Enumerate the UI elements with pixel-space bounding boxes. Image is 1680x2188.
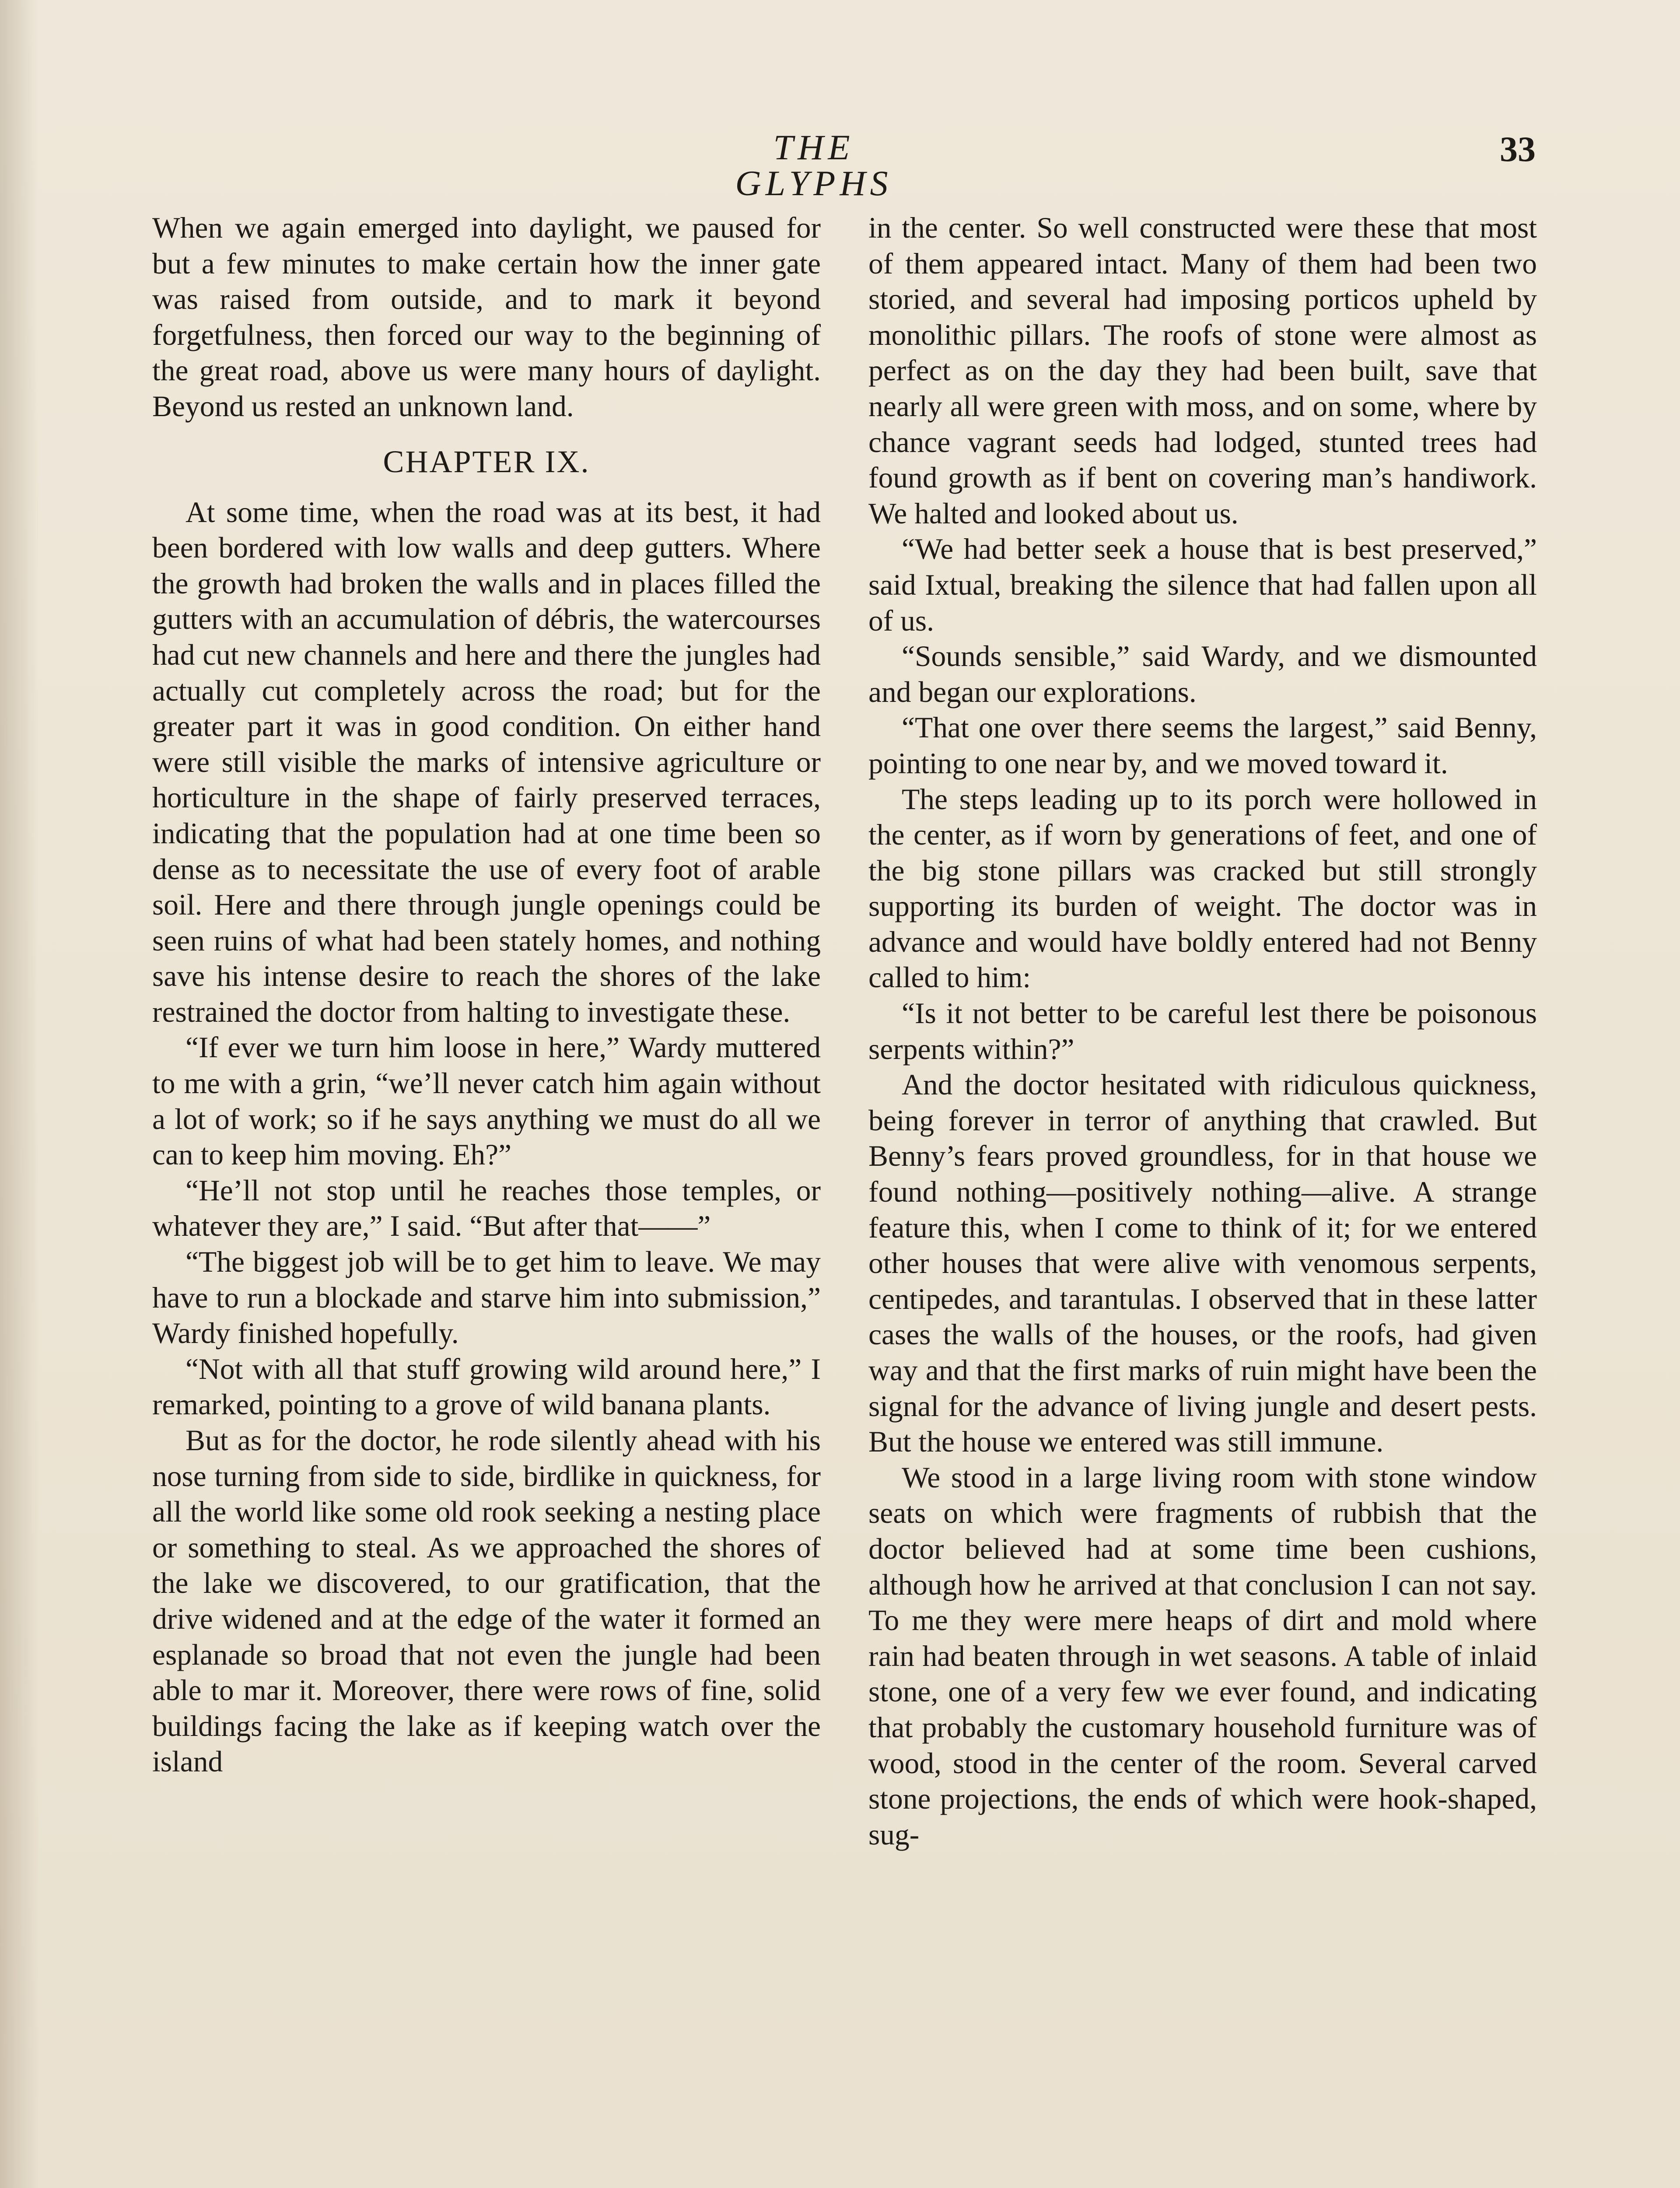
right-text-column [868, 210, 1537, 2188]
paragraph: “That one over there seems the largest,” said Benny, pointing to one near by, and we moved toward it. [868, 711, 1537, 780]
paragraph: We stood in a large living room with stone window seats on which were fragments of rubbish that the doctor believed had at some time been cushions, although how he arrived at that conclusion I can not say. To me they were mere heaps of dirt and mold where rain had beaten through in wet seasons. A table of inlaid stone, one of a very few we ever found, and indicating that probably the customary household furniture was of wood, stood in the center of the room. Several carved stone projections, the ends of which were hook-shaped, sug- [868, 1461, 1537, 1851]
chapter-heading: CHAPTER IX. [383, 444, 590, 479]
paragraph: “Not with all that stuff growing wild around here,” I remarked, pointing to a grove of wild banana plants. [152, 1352, 821, 1421]
page-number: 33 [1500, 129, 1536, 169]
paragraph: At some time, when the road was at its best, it had been bordered with low walls and deep gutters. Where the growth had broken the walls and in places filled the gutters with an accumulation of débris, the watercourses had cut new channels and here and there the jungles had actually cut completely across the road; but for the greater part it was in good condition. On either hand were still visible the marks of intensive agriculture or horticulture in the shape of fairly preserved terraces, indicating that the population had at one time been so dense as to necessitate the use of every foot of arable soil. Here and there through jungle openings could be seen ruins of what had been stately homes, and nothing save his intense desire to reach the shores of the lake restrained the doctor from halting to investigate these. [152, 495, 821, 1028]
paragraph: The steps leading up to its porch were hollowed in the center, as if worn by generations of feet, and one of the big stone pillars was cracked but still strongly supporting its burden of weight. The doctor was in advance and would have boldly entered had not Benny called to him: [868, 782, 1537, 994]
paragraph: “He’ll not stop until he reaches those temples, or whatever they are,” I said. “But after that——” [152, 1174, 821, 1243]
paragraph: But as for the doctor, he rode silently ahead with his nose turning from side to side, birdlike in quickness, for all the world like some old rook seeking a nesting place or something to steal. As we approached the shores of the lake we discovered, to our gratification, that the drive widened and at the edge of the water it formed an esplanade so broad that not even the jungle had been able to mar it. Moreover, there were rows of fine, solid buildings facing the lake as if keeping watch over the island [152, 1424, 821, 1778]
paragraph: “If ever we turn him loose in here,” Wardy muttered to me with a grin, “we’ll never catch him again without a lot of work; so if he says anything we must do all we can to keep him moving. Eh?” [152, 1031, 821, 1171]
paragraph: When we again emerged into daylight, we paused for but a few minutes to make certain how the inner gate was raised from outside, and to mark it beyond forgetfulness, then forced our way to the beginning of the great road, above us were many hours of daylight. Beyond us rested an unknown land. [152, 211, 821, 423]
paragraph: “Sounds sensible,” said Wardy, and we dismounted and began our explorations. [868, 640, 1537, 708]
binding-shadow [0, 0, 39, 2188]
paragraph: in the center. So well constructed were these that most of them appeared intact. Many of them had been two storied, and several had imposing porticos upheld by monolithic pillars. The roofs of stone were almost as perfect as on the day they had been built, save that nearly all were green with moss, and on some, where by chance vagrant seeds had lodged, stunted trees had found growth as if bent on covering man’s handiwork. We halted and looked about us. [868, 211, 1537, 530]
paragraph: And the doctor hesitated with ridiculous quickness, being forever in terror of anything that crawled. But Benny’s fears proved groundless, for in that house we found nothing—positively nothing—alive. A strange feature this, when I come to think of it; for we entered other houses that were alive with venomous serpents, centipedes, and tarantulas. I observed that in these latter cases the walls of the houses, or the roofs, had given way and that the first marks of ruin might have been the signal for the advance of living jungle and desert pests. But the house we entered was still immune. [868, 1068, 1537, 1459]
paragraph: “Is it not better to be careful lest there be poisonous serpents within?” [868, 997, 1537, 1066]
left-text-column [152, 210, 821, 2188]
running-title: THE GLYPHS [735, 127, 892, 203]
paragraph: “We had better seek a house that is best preserved,” said Ixtual, breaking the silence that had fallen upon all of us. [868, 533, 1537, 637]
paragraph: “The biggest job will be to get him to leave. We may have to run a blockade and starve him into submission,” Wardy finished hopefully. [152, 1245, 821, 1350]
